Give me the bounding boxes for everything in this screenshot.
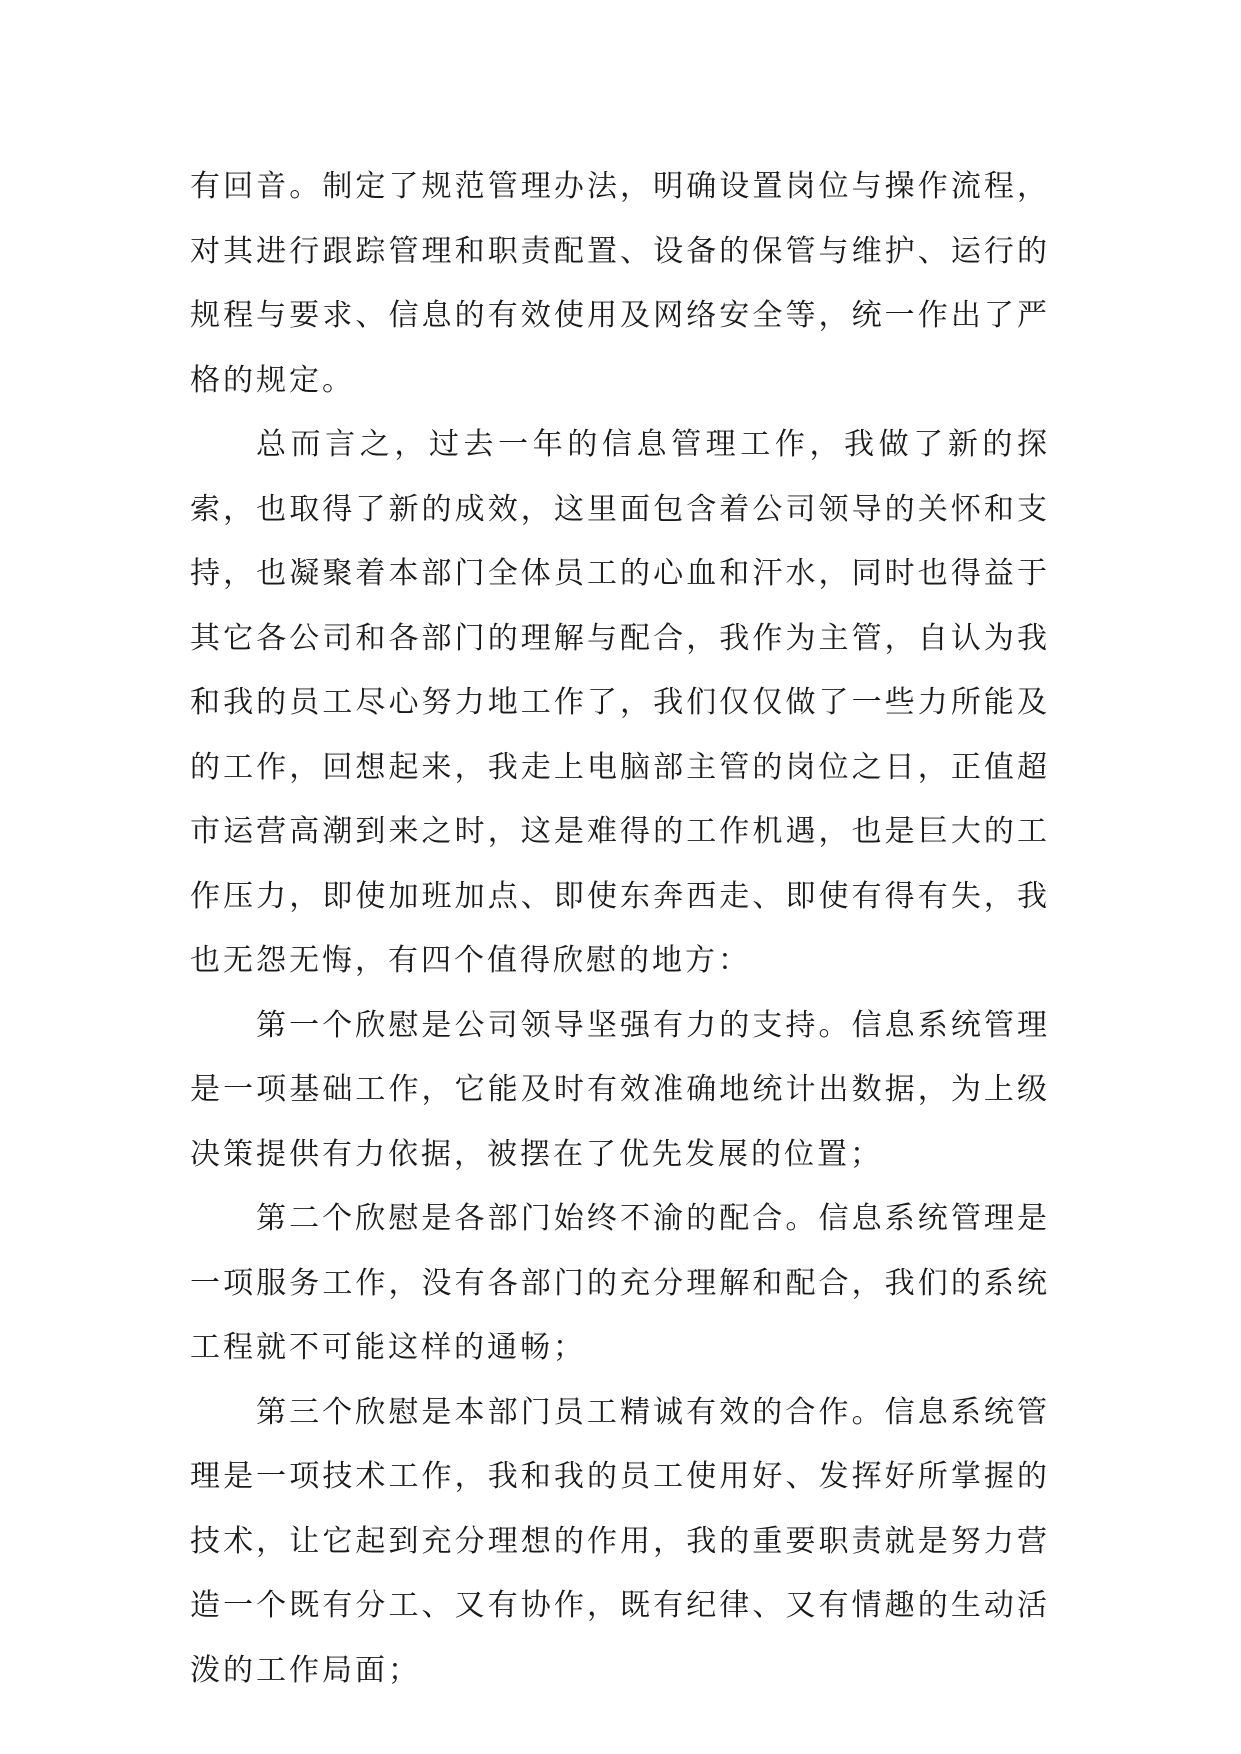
paragraph-summary: 总而言之，过去一年的信息管理工作，我做了新的探索，也取得了新的成效，这里面包含着公司领导的关怀和支持，也凝聚着本部门全体员工的心血和汗水，同时也得益于其它各公司和各部门的理解与配合，我作为主管，自认为我和我的员工尽心努力地工作了，我们仅仅做了一些力所能及的工作，回想起来，我走上电脑部主管的岗位之日，正值超市运营高潮到来之时，这是难得的工作机遇，也是巨大的工作压力，即使加班加点、即使东奔西走、即使有得有失，我也无怨无悔，有四个值得欣慰的地方： [190,427,1050,978]
paragraph-third-comfort: 第三个欣慰是本部门员工精诚有效的合作。信息系统管理是一项技术工作，我和我的员工使用好、发挥好所掌握的技术，让它起到充分理想的作用，我的重要职责就是努力营造一个既有分工、又有协作，既有纪律、又有情趣的生动活泼的工作局面； [190,1394,1050,1688]
document-body [190,155,1050,1703]
paragraph-second-comfort: 第二个欣慰是各部门始终不渝的配合。信息系统管理是一项服务工作，没有各部门的充分理解和配合，我们的系统工程就不可能这样的通畅； [190,1201,1050,1365]
paragraph-continuation: 有回音。制定了规范管理办法，明确设置岗位与操作流程，对其进行跟踪管理和职责配置、设备的保管与维护、运行的规程与要求、信息的有效使用及网络安全等，统一作出了严格的规定。 [190,169,1050,398]
paragraph-first-comfort: 第一个欣慰是公司领导坚强有力的支持。信息系统管理是一项基础工作，它能及时有效准确地统计出数据，为上级决策提供有力依据，被摆在了优先发展的位置； [190,1007,1050,1172]
